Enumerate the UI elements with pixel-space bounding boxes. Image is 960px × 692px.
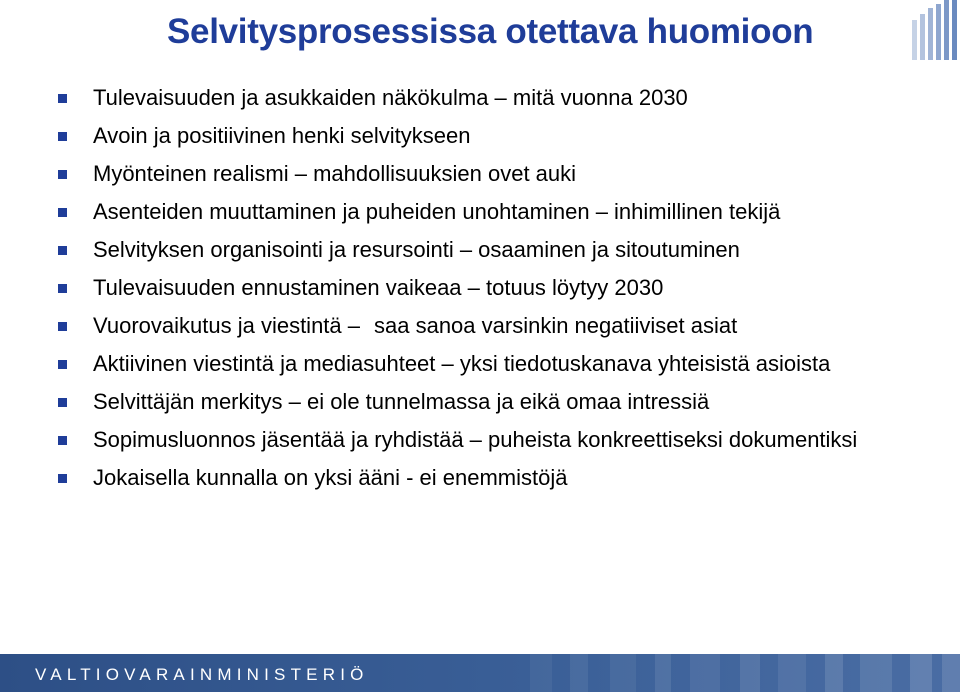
square-bullet-icon [58, 246, 67, 255]
list-item [58, 121, 938, 151]
list-item [58, 463, 938, 493]
list-item [58, 425, 938, 455]
ministry-logo-text: VALTIOVARAINMINISTERIÖ [35, 665, 369, 684]
list-item-text: Avoin ja positiivinen henki selvitykseen [93, 123, 471, 148]
list-item [58, 311, 938, 341]
list-item-text: Tulevaisuuden ja asukkaiden näkökulma – mitä vuonna 2030 [93, 85, 688, 110]
footer-stripes-icon [530, 654, 960, 692]
decorative-bars-icon [910, 0, 960, 60]
list-item-text: Jokaisella kunnalla on yksi ääni - ei enemmistöjä [93, 465, 568, 490]
square-bullet-icon [58, 322, 67, 331]
square-bullet-icon [58, 284, 67, 293]
footer-bar [0, 654, 960, 692]
square-bullet-icon [58, 208, 67, 217]
list-item [58, 349, 938, 379]
list-item [58, 83, 938, 113]
list-item-text: Sopimusluonnos jäsentää ja ryhdistää – puheista konkreettiseksi dokumentiksi [93, 427, 858, 452]
list-item [58, 387, 938, 417]
list-item-text-continuation: saa sanoa varsinkin negatiiviset asiat [374, 313, 738, 338]
square-bullet-icon [58, 360, 67, 369]
list-item-text: Asenteiden muuttaminen ja puheiden unohtaminen – inhimillinen tekijä [93, 199, 781, 224]
slide-title: Selvitysprosessissa otettava huomioon [167, 12, 814, 51]
list-item [58, 159, 938, 189]
list-item-text: Selvittäjän merkitys – ei ole tunnelmassa ja eikä omaa intressiä [93, 389, 710, 414]
list-item-text: Vuorovaikutus ja viestintä – [93, 313, 360, 338]
list-item-text: Aktiivinen viestintä ja mediasuhteet – yksi tiedotuskanava yhteisistä asioista [93, 351, 831, 376]
square-bullet-icon [58, 398, 67, 407]
list-item-text: Tulevaisuuden ennustaminen vaikeaa – totuus löytyy 2030 [93, 275, 664, 300]
square-bullet-icon [58, 474, 67, 483]
list-item [58, 235, 938, 265]
square-bullet-icon [58, 94, 67, 103]
square-bullet-icon [58, 170, 67, 179]
list-item-text: Myönteinen realismi – mahdollisuuksien ovet auki [93, 161, 577, 186]
square-bullet-icon [58, 132, 67, 141]
square-bullet-icon [58, 436, 67, 445]
list-item [58, 197, 938, 227]
list-item-text: Selvityksen organisointi ja resursointi – osaaminen ja sitoutuminen [93, 237, 740, 262]
list-item [58, 273, 938, 303]
bullet-list [58, 83, 938, 501]
